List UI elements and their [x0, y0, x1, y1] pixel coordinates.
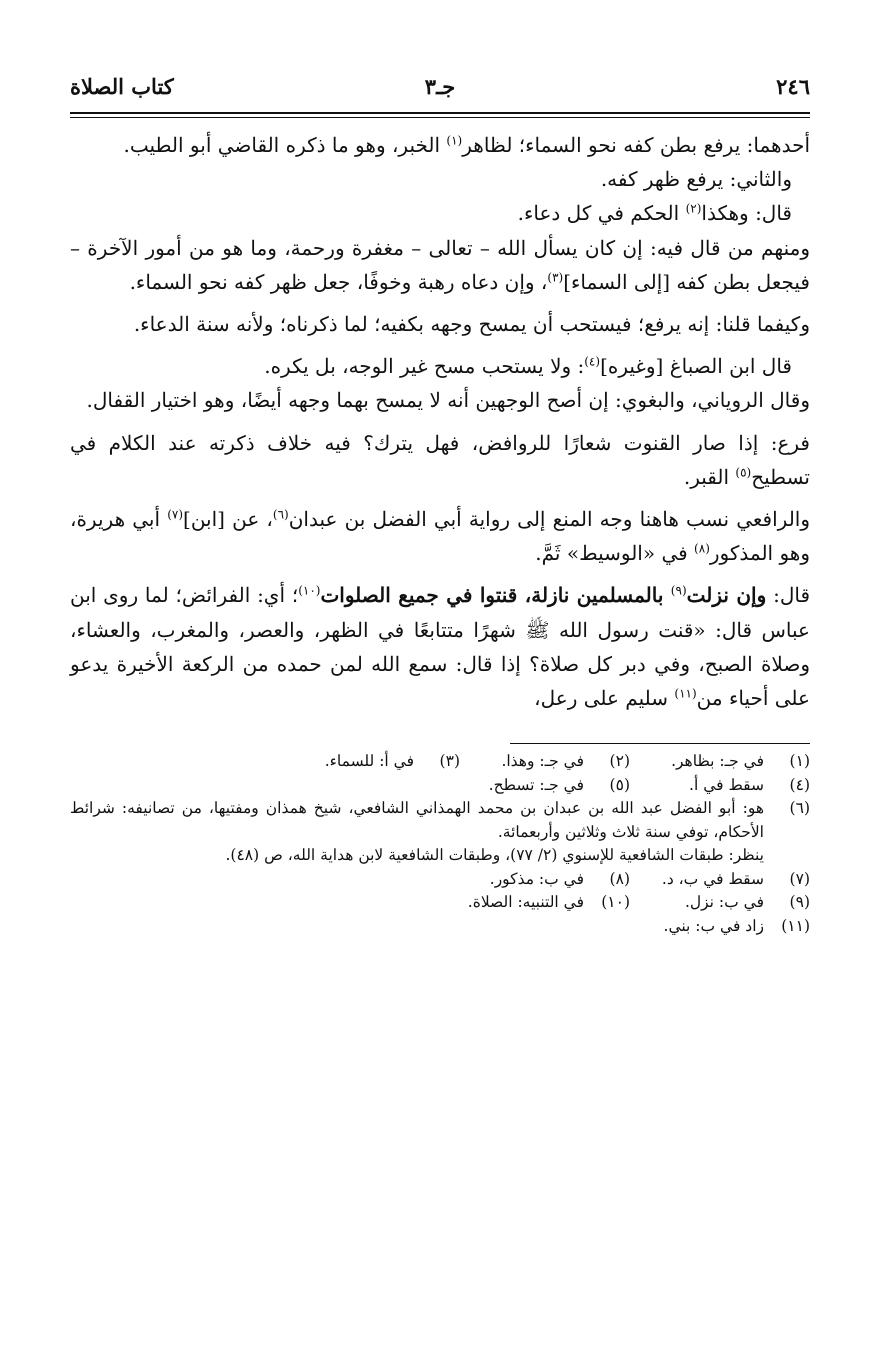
text-run: والرافعي نسب هاهنا وجه المنع إلى رواية أبي الفضل بن عبدان: [288, 507, 810, 532]
footnote-text: في جـ: تسطح.: [488, 775, 584, 794]
footnote-number: (٨): [609, 869, 630, 888]
text-run: في «الوسيط» ثَمَّ.: [535, 541, 695, 566]
footnote-ref: (١١): [674, 686, 697, 701]
footnote-ref: (٧): [167, 507, 184, 522]
header-rule-thin: [70, 117, 810, 118]
footnote-item: [460, 868, 630, 892]
header-rule-thick: [70, 112, 810, 114]
footnote-text: زاد في ب: بني.: [663, 916, 764, 935]
footnote-number: (٦): [789, 799, 810, 818]
footnote-number: (١): [789, 752, 810, 771]
matn-text: بالمسلمين نازلة، قنتوا في جميع الصلوات: [320, 583, 671, 608]
text-run: : ولا يستحب مسح غير الوجه، بل يكره.: [264, 354, 585, 379]
text-run: سليم على رعل،: [534, 686, 675, 711]
footnote-item: [460, 891, 630, 915]
footnote-ref: (١٠): [298, 583, 321, 598]
footnote-ref: (٨): [694, 541, 710, 556]
footnote-number: (٩): [789, 893, 810, 912]
paragraph-5: وكيفما قلنا: إنه يرفع؛ فيستحب أن يمسح وجهه بكفيه؛ لما ذكرناه؛ ولأنه سنة الدعاء.: [133, 312, 810, 337]
volume-label: جـ٣: [424, 74, 456, 99]
matn-text: وإن نزلت: [686, 583, 767, 608]
text-run: أبي هريرة، وهو المذكور: [70, 507, 810, 566]
text-run: ؛ أي: الفرائض؛ لما روى ابن عباس قال: «قنت رسول الله ﷺ شهرًا متتابعًا في الظهر، والعصر، والمغرب، والعشاء، وصلاة الصبح، وفي دبر كل صلاة؟ إذا قال: سمع الله لمن حمده من الركعة الأخيرة يدعو على أحياء من: [70, 583, 810, 711]
footnote-text: في جـ: وهذا.: [501, 752, 584, 771]
paragraph-9: [70, 502, 810, 570]
paragraph-4: [70, 231, 810, 299]
paragraph-10: [70, 578, 810, 715]
footnote-item: [630, 891, 810, 915]
text-run: قال ابن الصباغ [وغيره]: [600, 354, 792, 379]
paragraph-6: [70, 349, 810, 383]
footnote-text: سقط في ب، د.: [661, 869, 764, 888]
text-run: ، وإن دعاه رهبة وخوفًا، جعل ظهر كفه نحو السماء.: [129, 269, 548, 294]
footnote-item: [664, 915, 810, 939]
footnote-number: (٥): [609, 775, 630, 794]
footnote-item: [70, 797, 810, 868]
footnote-number: (٤): [789, 775, 810, 794]
footnote-text: في أ: للسماء.: [324, 752, 414, 771]
footnote-ref: (٦): [272, 507, 289, 522]
footnote-row: [70, 915, 810, 939]
text-run: قال: وهكذا: [701, 201, 792, 226]
footnote-ref: (٤): [584, 354, 601, 369]
paragraph-7: وقال الروياني، والبغوي: إن أصح الوجهين أنه لا يمسح بهما وجهه أيضًا، وهو اختيار القفال.: [86, 388, 810, 413]
footnotes: [70, 750, 810, 938]
footnote-ref: (٥): [735, 465, 752, 480]
footnote-text: في جـ: بظاهر.: [671, 752, 764, 771]
book-page: [70, 70, 810, 938]
footnote-text: في ب: مذكور.: [489, 869, 584, 888]
footnote-item: [325, 750, 460, 774]
paragraph-3: [70, 196, 810, 230]
text-run: فرع: إذا صار القنوت شعارًا للروافض، فهل يترك؟ فيه خلاف ذكرته عند الكلام في تسطيح: [70, 430, 810, 489]
footnote-row: [70, 891, 810, 915]
footnote-number: (١٠): [601, 893, 630, 912]
footnote-number: (١١): [781, 916, 810, 935]
footnote-number: (٢): [609, 752, 630, 771]
footnote-text: هو: أبو الفضل عبد الله بن عبدان بن محمد الهمذاني الشافعي، شيخ همذان ومفتيها، من تصانيفه: شرائط الأحكام، توفي سنة ثلاث وثلاثين وأربعمائة.: [70, 799, 764, 841]
footnote-separator: [510, 743, 810, 744]
footnote-item: [630, 774, 810, 798]
footnote-row: [70, 868, 810, 892]
footnote-text: في التنبيه: الصلاة.: [467, 893, 584, 912]
footnote-item: [460, 774, 630, 798]
footnote-number: (٧): [789, 869, 810, 888]
footnote-row: [70, 750, 810, 774]
footnote-row: [70, 774, 810, 798]
text-run: ، عن [ابن]: [183, 507, 273, 532]
footnote-ref: (٣): [547, 270, 564, 285]
paragraph-1: [70, 128, 810, 162]
text-run: قال:: [766, 583, 811, 608]
footnote-ref: (٢): [685, 201, 702, 216]
footnote-ref: (١): [446, 133, 463, 148]
text-run: ومنهم من قال فيه: إن كان يسأل الله – تعالى – مغفرة ورحمة، وما هو من أمور الآخرة – فيجعل بطن كفه [إلى السماء]: [70, 235, 810, 294]
text-run: الخبر، وهو ما ذكره القاضي أبو الطيب.: [123, 133, 447, 157]
book-title: كتاب الصلاة: [70, 74, 174, 99]
paragraph-8: [70, 426, 810, 494]
running-header: [70, 70, 810, 110]
page-number: ٢٤٦: [776, 74, 810, 99]
footnote-ref: (٩): [670, 583, 687, 598]
text-run: القبر.: [683, 464, 736, 489]
paragraph-2: والثاني: يرفع ظهر كفه.: [600, 167, 792, 192]
footnote-item: [460, 750, 630, 774]
main-text: [70, 128, 810, 715]
text-run: الحكم في كل دعاء.: [517, 201, 686, 226]
footnote-item: [630, 868, 810, 892]
text-run: أحدهما: يرفع بطن كفه نحو السماء؛ لظاهر: [462, 133, 810, 157]
footnote-text: في ب: نزل.: [684, 893, 764, 912]
footnote-number: (٣): [439, 752, 460, 771]
footnote-text: سقط في أ.: [689, 775, 764, 794]
footnote-reference: ينظر: طبقات الشافعية للإسنوي (٢/ ٧٧)، وطبقات الشافعية لابن هداية الله، ص (٤٨).: [225, 846, 764, 865]
footnote-item: [630, 750, 810, 774]
